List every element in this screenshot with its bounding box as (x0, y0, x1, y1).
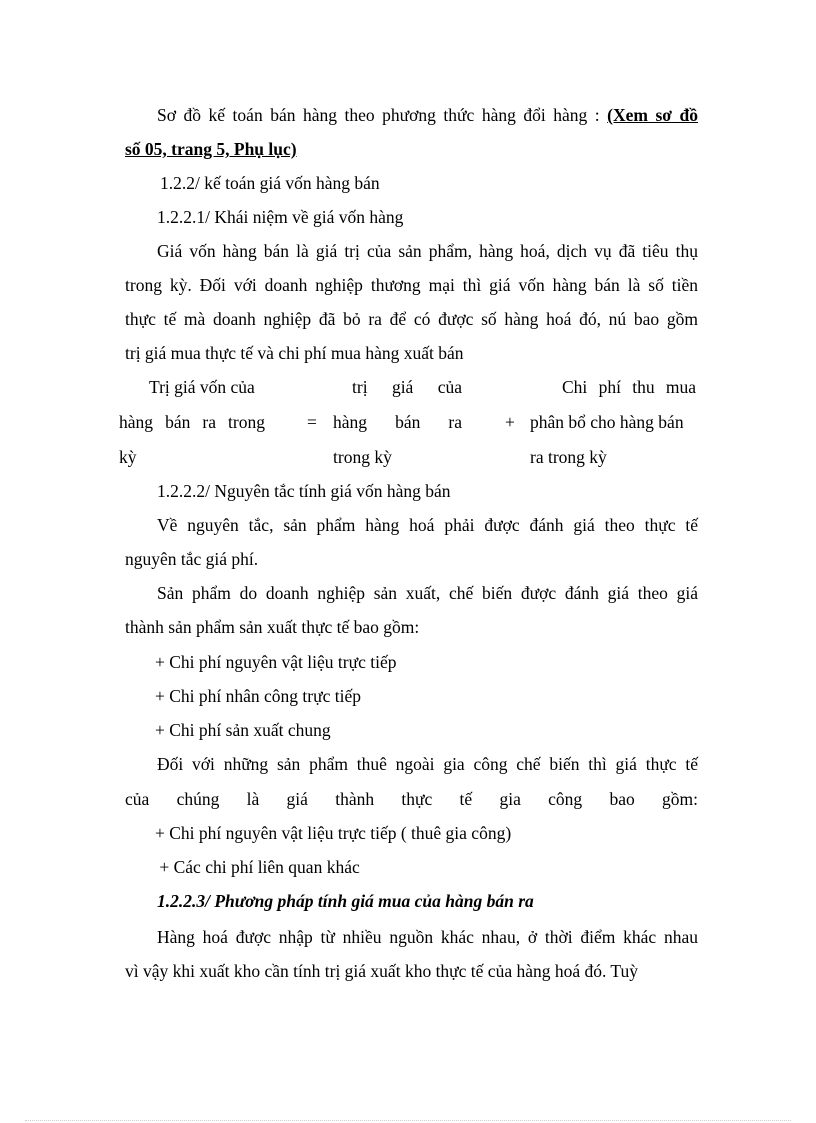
bullet-item-2: + Chi phí nhân công trực tiếp (155, 686, 361, 706)
paragraph-4-line-1: Đối với những sản phẩm thuê ngoài gia công chế biến thì giá thực tế (157, 754, 698, 774)
formula-equals-sign: = (307, 412, 317, 432)
intro-line (125, 104, 698, 126)
formula-right-line-3: ra trong kỳ (530, 447, 607, 467)
bullet-item-4: + Chi phí nguyên vật liệu trực tiếp ( thuê gia công) (155, 823, 512, 843)
paragraph-3-line-2: thành sản phẩm sản xuất thực tế bao gồm: (125, 617, 420, 637)
paragraph-1-line-3: thực tế mà doanh nghiệp đã bỏ ra để có được số hàng hoá đó, nú bao gồm (125, 309, 698, 329)
intro-text: Sơ đồ kế toán bán hàng theo phương thức hàng đổi hàng : (157, 105, 608, 125)
intro-reference-part1: (Xem sơ đồ (607, 105, 698, 125)
paragraph-2-line-1: Về nguyên tắc, sản phẩm hàng hoá phải được đánh giá theo thực tế (157, 515, 698, 535)
formula-left-line-3: kỳ (119, 447, 137, 467)
formula-plus-sign: + (505, 412, 515, 432)
paragraph-1-line-2: trong kỳ. Đối với doanh nghiệp thương mại thì giá vốn hàng bán là số tiền (125, 275, 698, 295)
formula-middle-line-3: trong kỳ (333, 447, 392, 467)
intro-reference-part2: số 05, trang 5, Phụ lục) (125, 139, 297, 159)
paragraph-5-line-2: vì vậy khi xuất kho cần tính trị giá xuất kho thực tế của hàng hoá đó. Tuỳ (125, 961, 639, 981)
formula-right-line-1: Chi phí thu mua (562, 377, 696, 397)
paragraph-1-line-1: Giá vốn hàng bán là giá trị của sản phẩm, hàng hoá, dịch vụ đã tiêu thụ (157, 241, 698, 261)
formula-middle-line-1: trị giá của (352, 377, 462, 397)
formula-right-line-2: phân bổ cho hàng bán (530, 412, 684, 432)
paragraph-5-line-1: Hàng hoá được nhập từ nhiều nguồn khác nhau, ở thời điểm khác nhau (157, 927, 698, 947)
bullet-item-1: + Chi phí nguyên vật liệu trực tiếp (155, 652, 397, 672)
paragraph-4-line-2: của chúng là giá thành thực tế gia công bao gồm: (125, 789, 698, 809)
bullet-item-3: + Chi phí sản xuất chung (155, 720, 331, 740)
formula-middle-line-2: hàng bán ra (333, 412, 462, 432)
paragraph-3-line-1: Sản phẩm do doanh nghiệp sản xuất, chế biến được đánh giá theo giá (157, 583, 698, 603)
heading-1-2-2-1: 1.2.2.1/ Khái niệm về giá vốn hàng (157, 207, 404, 227)
heading-1-2-2: 1.2.2/ kế toán giá vốn hàng bán (160, 173, 380, 193)
formula-left-line-2: hàng bán ra trong (119, 412, 265, 432)
heading-1-2-2-2: 1.2.2.2/ Nguyên tắc tính giá vốn hàng bán (157, 481, 451, 501)
intro-reference-line2 (125, 138, 698, 160)
page-bottom-divider (25, 1120, 791, 1121)
heading-1-2-2-3: 1.2.2.3/ Phương pháp tính giá mua của hàng bán ra (157, 891, 534, 911)
paragraph-1-line-4: trị giá mua thực tế và chi phí mua hàng xuất bán (125, 343, 464, 363)
bullet-item-5: + Các chi phí liên quan khác (155, 857, 360, 877)
formula-left-line-1: Trị giá vốn của (149, 377, 255, 397)
paragraph-2-line-2: nguyên tắc giá phí. (125, 549, 259, 569)
